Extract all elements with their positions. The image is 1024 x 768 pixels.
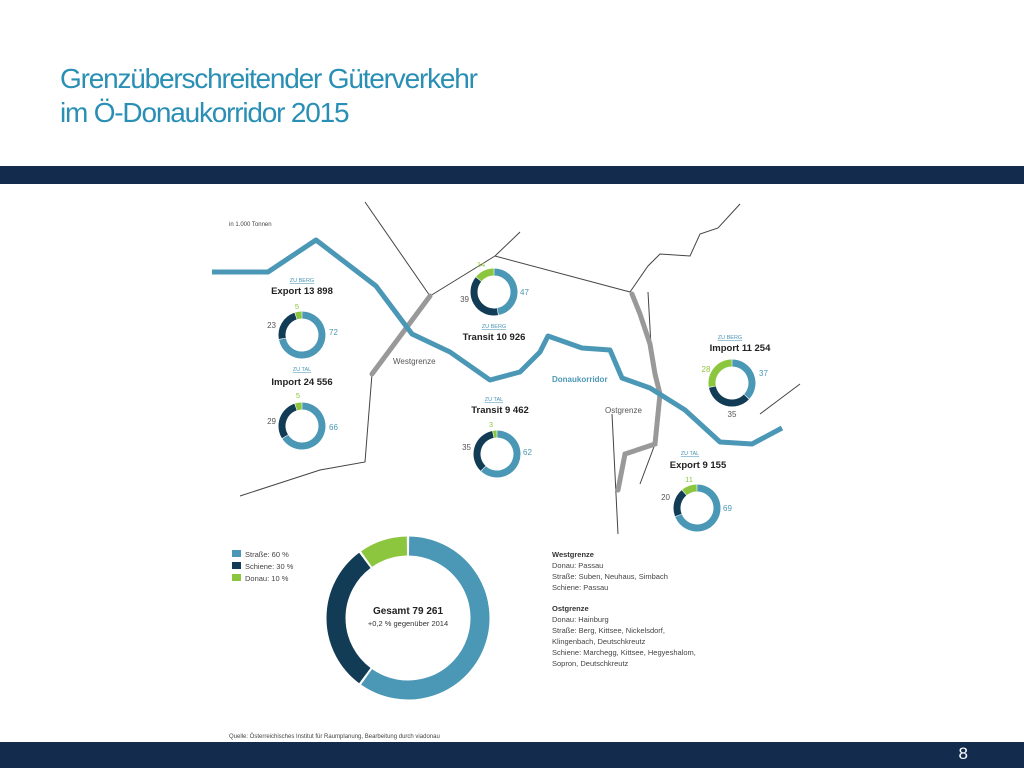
value-donau: 14: [476, 260, 486, 269]
donut-segment-schiene: [474, 279, 497, 312]
flow-label: Transit 9 462: [471, 405, 529, 416]
donut-segment-strasse: [367, 546, 480, 690]
value-strasse: 62: [523, 448, 532, 457]
flow-ost-import: [702, 335, 772, 419]
donut-segment-donau: [296, 406, 302, 407]
donut-segment-donau: [367, 546, 407, 559]
legend-label-schiene: Schiene: 30 %: [245, 562, 294, 571]
ostgrenze-line: Sopron, Deutschkreutz: [552, 659, 629, 668]
value-schiene: 20: [661, 493, 670, 502]
legend-swatch-donau: [232, 574, 241, 581]
value-donau: 5: [294, 302, 300, 311]
corridor-map: [0, 184, 1024, 742]
source-note: Quelle: Österreichisches Institut für Raumplanung, Bearbeitung durch viadonau: [229, 734, 440, 740]
donut-segment-schiene: [677, 493, 684, 515]
value-schiene: 29: [267, 417, 276, 426]
westgrenze-line: Schiene: Passau: [552, 583, 609, 592]
value-donau: 11: [685, 475, 693, 484]
total-donut: [336, 546, 480, 690]
unit-note: in 1.000 Tonnen: [229, 222, 272, 228]
total-change: +0,2 % gegenüber 2014: [367, 619, 449, 628]
border-info: [552, 550, 696, 668]
legend-swatch-strasse: [232, 550, 241, 557]
legend-label-strasse: Straße: 60 %: [245, 550, 289, 559]
donut-segment-donau: [296, 315, 302, 316]
flow-transit-tal: [462, 397, 532, 474]
donut-segment-donau: [479, 272, 494, 279]
value-strasse: 47: [520, 288, 529, 297]
total-donut-group: [336, 546, 480, 690]
donut-segment-schiene: [477, 434, 493, 468]
total-label: Gesamt 79 261: [372, 606, 444, 617]
value-strasse: 37: [759, 369, 768, 378]
westgrenze-line: Straße: Suben, Neuhaus, Simbach: [552, 572, 668, 581]
flow-transit-berg: [460, 260, 529, 343]
flow-label: Import 24 556: [271, 377, 333, 388]
ostgrenze-line: Klingenbach, Deutschkreutz: [552, 637, 646, 646]
flow-donut: [474, 272, 514, 312]
flow-donut: [477, 434, 517, 474]
flow-donut: [712, 363, 752, 403]
value-schiene: 35: [727, 410, 737, 419]
legend-swatch-schiene: [232, 562, 241, 569]
value-schiene: 35: [462, 443, 471, 452]
flow-direction: ZU BERG: [481, 324, 507, 330]
westgrenze-line: Donau: Passau: [552, 561, 604, 570]
ostgrenze-line: Straße: Berg, Kittsee, Nickelsdorf,: [552, 626, 665, 635]
ostgrenze-map-label: Ostgrenze: [605, 406, 642, 415]
westgrenze-title: Westgrenze: [552, 550, 594, 559]
donut-segment-donau: [712, 363, 732, 386]
flow-donut: [282, 406, 322, 446]
donut-segment-strasse: [732, 363, 752, 396]
flow-direction: ZU TAL: [680, 451, 700, 457]
title-line-2: im Ö-Donaukorridor 2015: [60, 97, 349, 128]
footer-band: [0, 742, 1024, 768]
value-schiene: 39: [460, 295, 469, 304]
donut-segment-schiene: [282, 316, 296, 338]
ostgrenze-title: Ostgrenze: [552, 604, 589, 613]
flow-donut: [282, 315, 322, 355]
value-strasse: 72: [329, 328, 338, 337]
donut-segment-donau: [684, 488, 696, 492]
value-donau: 3: [488, 420, 494, 429]
donut-segment-strasse: [494, 272, 514, 312]
donut-segment-strasse: [484, 434, 517, 474]
flow-label: Export 9 155: [669, 460, 727, 471]
value-strasse: 66: [329, 423, 338, 432]
ostgrenze-line: Donau: Hainburg: [552, 615, 609, 624]
value-donau: 5: [295, 391, 301, 400]
flow-ost-export: [661, 451, 732, 528]
flow-direction: ZU BERG: [717, 335, 743, 341]
flow-direction: ZU BERG: [289, 278, 315, 284]
donut-segment-schiene: [712, 387, 746, 403]
donaukorridor-map-label: Donaukorridor: [552, 375, 608, 384]
value-strasse: 69: [723, 504, 732, 513]
value-schiene: 23: [267, 321, 276, 330]
title-line-1: Grenzüberschreitender Güterverkehr: [60, 63, 477, 94]
flow-label: Import 11 254: [709, 343, 771, 354]
flow-label: Export 13 898: [271, 286, 333, 297]
page-number: 8: [958, 744, 968, 763]
flow-donut: [677, 488, 717, 528]
legend: [232, 550, 294, 583]
flow-direction: ZU TAL: [292, 367, 312, 373]
page-title: [60, 62, 477, 130]
westgrenze-map-label: Westgrenze: [393, 357, 436, 366]
ostgrenze-line: Schiene: Marchegg, Kittsee, Hegyeshalom,: [552, 648, 696, 657]
flow-west-export: [267, 278, 338, 355]
flow-label: Transit 10 926: [462, 332, 526, 343]
header-band: [0, 166, 1024, 184]
value-donau: 28: [701, 365, 711, 374]
donut-segment-schiene: [336, 560, 365, 675]
flow-west-import: [267, 367, 338, 446]
legend-label-donau: Donau: 10 %: [245, 574, 289, 583]
donut-segment-schiene: [282, 407, 296, 436]
flow-direction: ZU TAL: [484, 397, 504, 403]
